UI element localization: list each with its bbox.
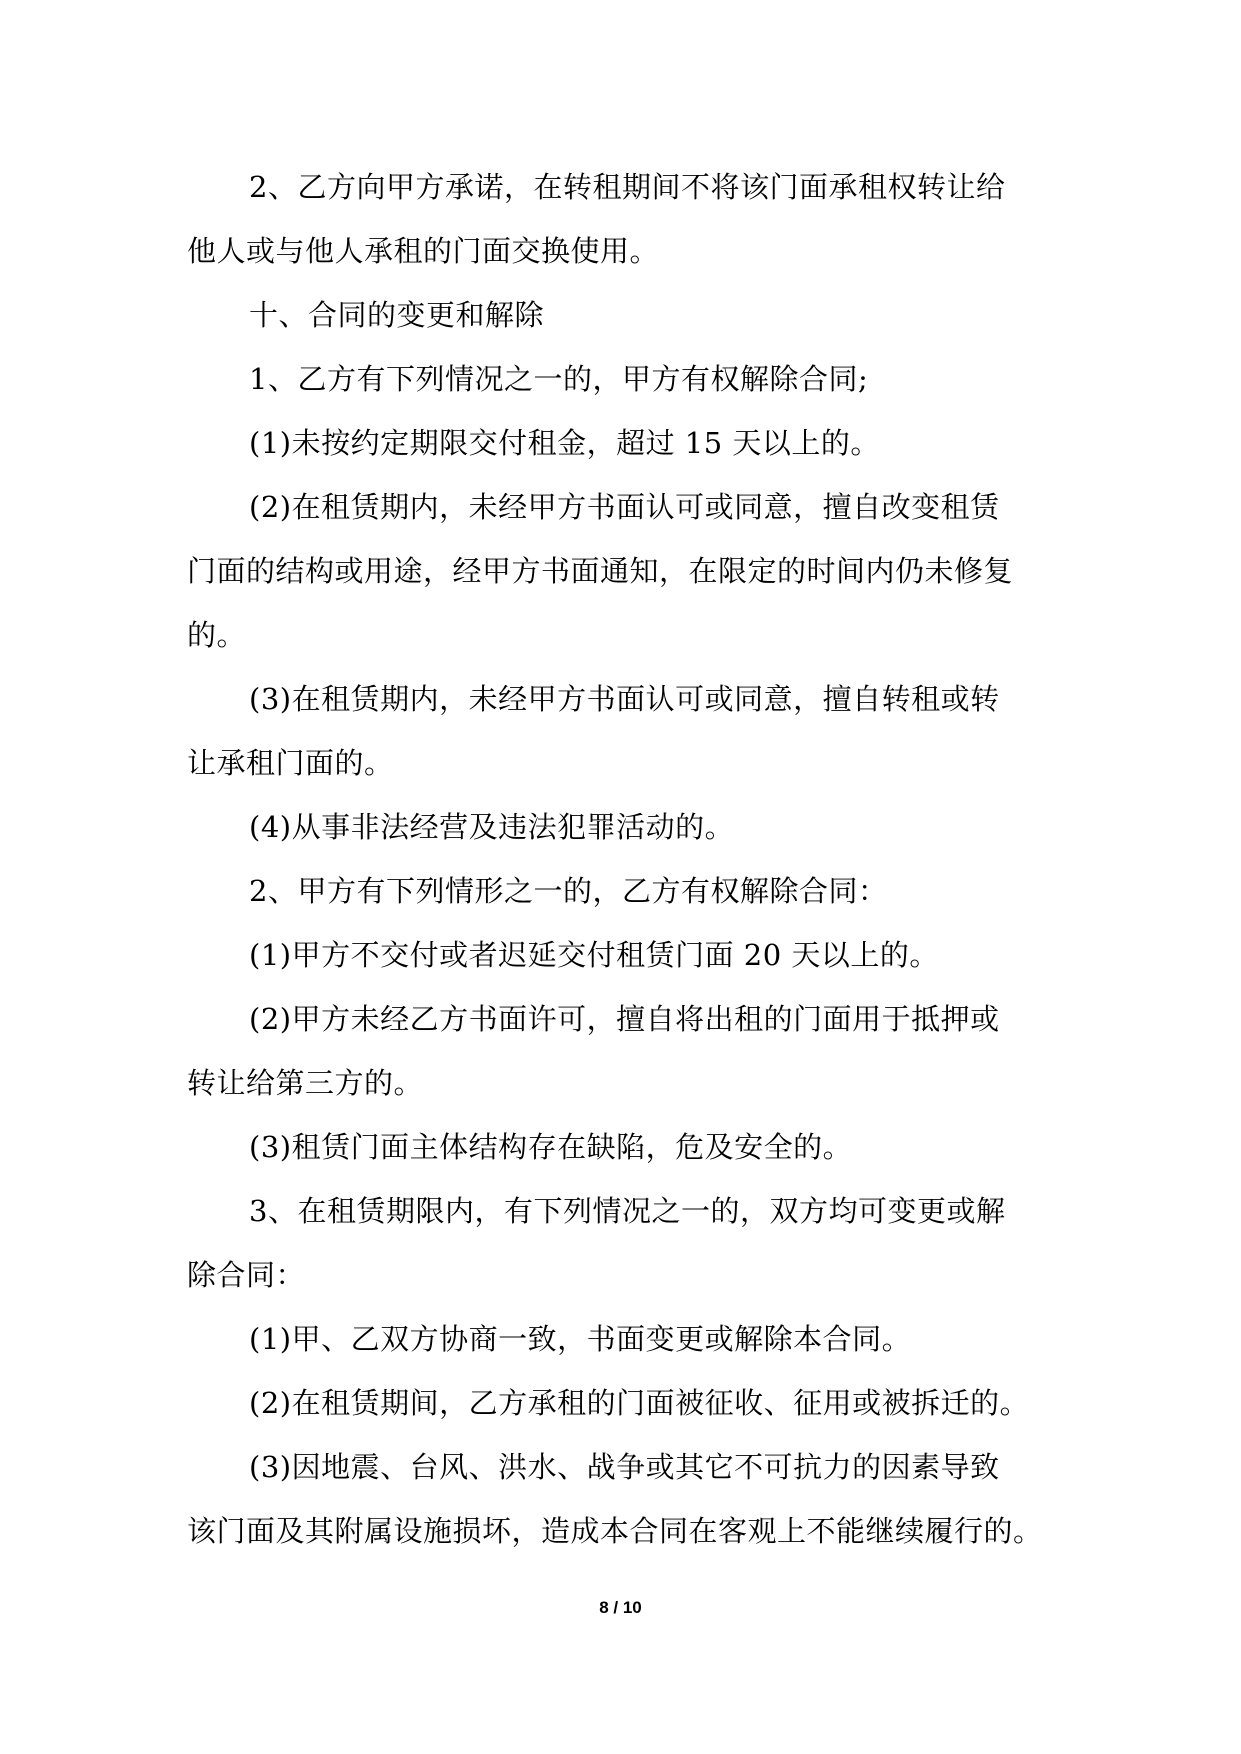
text-line: (3)在租赁期内，未经甲方书面认可或同意，擅自转租或转 bbox=[249, 682, 1000, 716]
text-line: 转让给第三方的。 bbox=[187, 1066, 424, 1100]
text-line: 该门面及其附属设施损坏，造成本合同在客观上不能继续履行的。 bbox=[187, 1514, 1043, 1548]
page-number: 8 / 10 bbox=[599, 1598, 642, 1617]
text-line: 他人或与他人承租的门面交换使用。 bbox=[187, 234, 660, 268]
text-line: (3)因地震、台风、洪水、战争或其它不可抗力的因素导致 bbox=[249, 1450, 1000, 1484]
text-line: 让承租门面的。 bbox=[187, 746, 394, 780]
text-line: 1、乙方有下列情况之一的，甲方有权解除合同; bbox=[249, 362, 869, 396]
document-body bbox=[187, 155, 1057, 1563]
text-line: 除合同： bbox=[187, 1258, 306, 1292]
text-line: (4)从事非法经营及违法犯罪活动的。 bbox=[249, 810, 735, 844]
text-line: (1)甲方不交付或者迟延交付租赁门面 20 天以上的。 bbox=[249, 938, 939, 972]
section-heading: 十、合同的变更和解除 bbox=[249, 298, 545, 332]
text-line: 2、甲方有下列情形之一的，乙方有权解除合同： bbox=[249, 874, 888, 908]
text-line: (1)未按约定期限交付租金，超过 15 天以上的。 bbox=[249, 426, 880, 460]
text-line: 3、在租赁期限内，有下列情况之一的，双方均可变更或解 bbox=[249, 1194, 1006, 1228]
text-line: 的。 bbox=[187, 618, 247, 652]
text-line: 门面的结构或用途，经甲方书面通知，在限定的时间内仍未修复 bbox=[187, 554, 1014, 588]
text-line: (2)在租赁期间，乙方承租的门面被征收、征用或被拆迁的。 bbox=[249, 1386, 1030, 1420]
text-line: (3)租赁门面主体结构存在缺陷，危及安全的。 bbox=[249, 1130, 853, 1164]
text-line: (1)甲、乙双方协商一致，书面变更或解除本合同。 bbox=[249, 1322, 912, 1356]
text-line: (2)在租赁期内，未经甲方书面认可或同意，擅自改变租赁 bbox=[249, 490, 1000, 524]
text-line: 2、乙方向甲方承诺，在转租期间不将该门面承租权转让给 bbox=[249, 170, 1006, 204]
text-line: (2)甲方未经乙方书面许可，擅自将出租的门面用于抵押或 bbox=[249, 1002, 1000, 1036]
